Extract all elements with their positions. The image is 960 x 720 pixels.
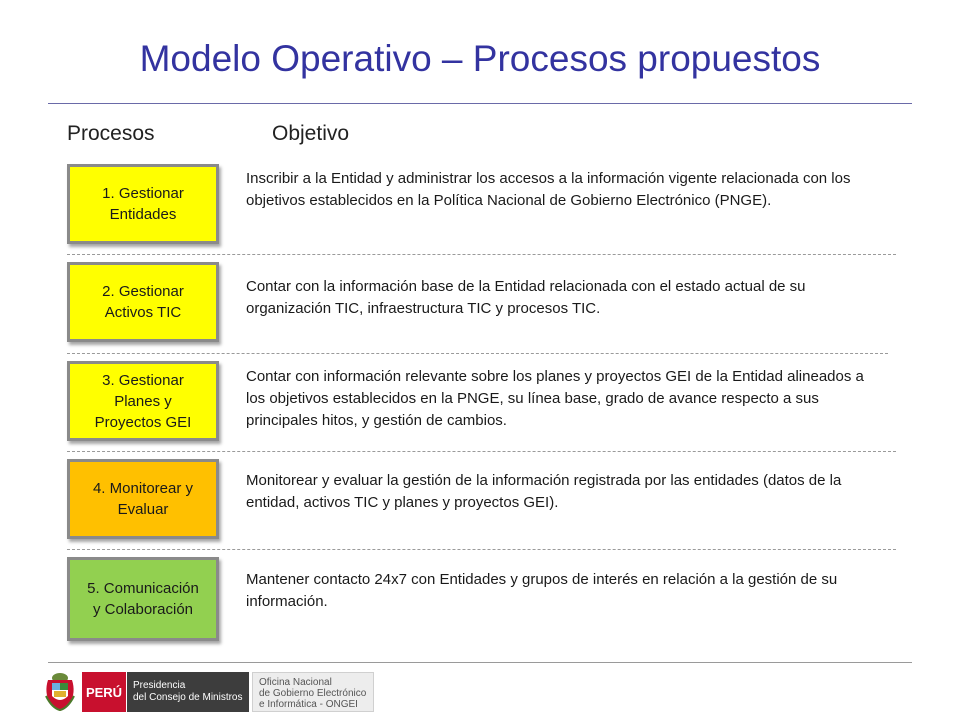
row-divider: [67, 451, 896, 452]
process-label-line: y Colaboración: [92, 601, 194, 618]
objective-text-gestionar-activos-tic: Contar con la información base de la Entidad relacionada con el estado actual de su organización TIC, infraestructura TIC y procesos TIC.: [246, 278, 806, 317]
objective-text-comunicacion-colaboracion: Mantener contacto 24x7 con Entidades y grupos de interés en relación a la gestión de su información.: [246, 571, 838, 610]
row-divider: [67, 549, 896, 550]
process-label-line: Evaluar: [117, 501, 169, 518]
process-label-line: 2. Gestionar: [102, 283, 184, 300]
pcm-label-line: Presidencia: [133, 680, 186, 691]
objective-text-gestionar-planes-proyectos-gei: Contar con información relevante sobre los planes y proyectos GEI de la Entidad alineados a los objetivos establecidos en la PNGE, su línea base, grado de avance respecto a sus principales hitos, y gestión de cambios.: [246, 368, 864, 429]
ongei-label-line: e Informática - ONGEI: [259, 699, 358, 710]
process-label-line: 1. Gestionar: [102, 185, 184, 202]
process-label-line: Entidades: [109, 206, 177, 223]
column-header-objetivo: Objetivo: [272, 122, 350, 145]
objective-text-gestionar-entidades: Inscribir a la Entidad y administrar los accesos a la información vigente relacionada con los objetivos establecidos en la Política Nacional de Gobierno Electrónico (PNGE).: [246, 170, 851, 209]
process-label-line: 3. Gestionar: [102, 371, 184, 389]
process-box-gestionar-planes-proyectos-gei[interactable]: [67, 361, 219, 441]
objective-text-monitorear-evaluar: Monitorear y evaluar la gestión de la información registrada por las entidades (datos de la entidad, activos TIC y planes y proyectos GEI).: [246, 472, 842, 511]
footer-logos: [0, 666, 960, 720]
page-title: Modelo Operativo – Procesos propuestos: [139, 38, 821, 79]
ongei-logo-block: [252, 672, 374, 712]
coat-of-arms-icon: [42, 670, 78, 712]
column-header-procesos: Procesos: [67, 122, 155, 145]
pcm-logo-block: [127, 672, 249, 712]
process-label-line: Proyectos GEI: [94, 413, 192, 431]
process-label-line: Planes y: [114, 392, 172, 410]
process-label-line: 5. Comunicación: [87, 580, 199, 597]
ongei-label-line: de Gobierno Electrónico: [259, 688, 367, 699]
process-box-comunicacion-colaboracion[interactable]: [67, 557, 219, 641]
row-divider: [67, 254, 896, 255]
footer-divider: [48, 662, 912, 663]
process-label-line: Activos TIC: [104, 304, 182, 321]
process-box-monitorear-evaluar[interactable]: [67, 459, 219, 539]
ongei-label-line: Oficina Nacional: [259, 677, 332, 688]
process-box-gestionar-entidades[interactable]: [67, 164, 219, 244]
pcm-label-line: del Consejo de Ministros: [133, 692, 243, 703]
peru-logo-block: PERÚ: [82, 672, 126, 712]
process-label-line: 4. Monitorear y: [92, 480, 194, 497]
row-divider: [67, 353, 888, 354]
process-box-gestionar-activos-tic[interactable]: [67, 262, 219, 342]
title-divider: [48, 103, 912, 104]
